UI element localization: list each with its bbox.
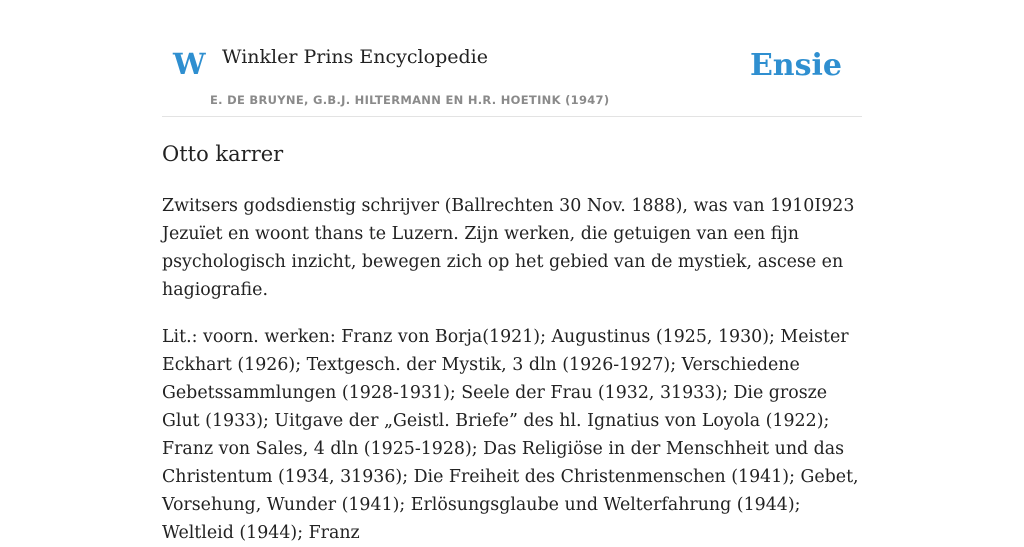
literature-paragraph: Lit.: voorn. werken: Franz von Borja(1921); Augustinus (1925, 1930); Meister Eckhart (1926); Textgesch. der Mystik, 3 dln (1926-1927); Verschiedene Gebetssammlungen (1928-1931); Seele der Frau (1932, 31933); Die grosze Glut (1933); Uitgave der „Geistl. Briefe” des hl. Ignatius von Loyola (1922); Franz von Sales, 4 dln (1925-1928); Das Religiöse in der Menschheit und das Christentum (1934, 31936); Die Freiheit des Christenmenschen (1941); Gebet, Vorsehung, Wunder (1941); Erlösungsglaube und Welterfahrung (1944); Weltleid (1944); Franz (162, 327, 859, 543)
article-paragraph: Zwitsers godsdienstig schrijver (Ballrechten 30 Nov. 1888), was van 1910I923 Jezuïet en woont thans te Luzern. Zijn werken, die getuigen van een fijn psychologisch inzicht, bewegen zich op het gebied van de mystiek, ascese en hagiografie. (162, 196, 855, 300)
page-title: Otto karrer (162, 142, 284, 166)
brand-logo[interactable]: Ensie (749, 48, 842, 83)
logo-icon[interactable]: W (173, 47, 206, 81)
article (162, 140, 862, 547)
site-header (162, 0, 862, 117)
site-subtitle: E. DE BRUYNE, G.B.J. HILTERMANN EN H.R. HOETINK (1947) (210, 93, 610, 107)
site-title: Winkler Prins Encyclopedie (222, 46, 488, 68)
